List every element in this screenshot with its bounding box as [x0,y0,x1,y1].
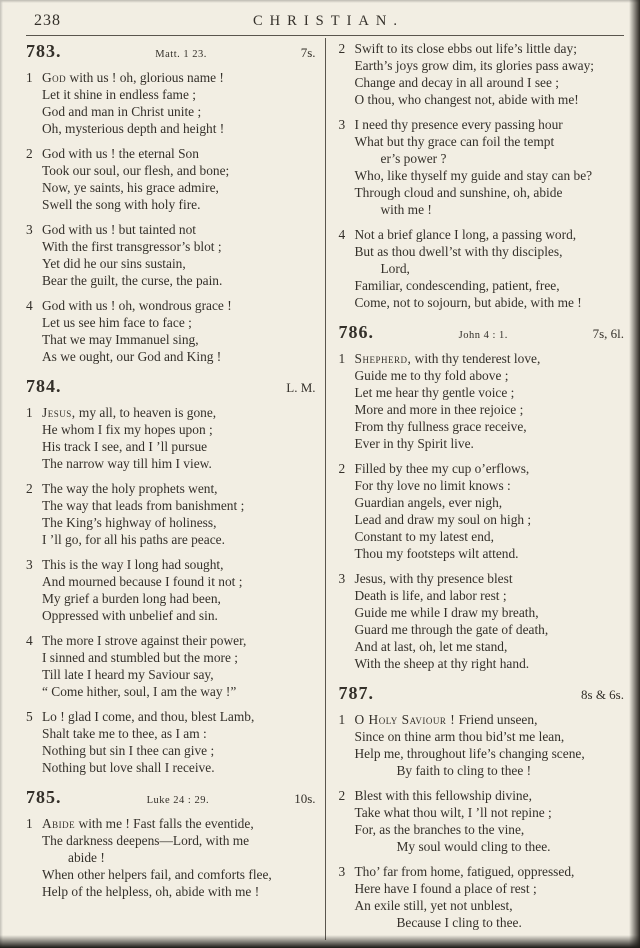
verse [339,570,625,672]
verse-line: I need thy presence every passing hour [354,117,563,132]
verse-line: Who, like thyself my guide and stay can be? [354,168,593,183]
verse-lines [355,40,625,108]
verse-line: Because I cling to thee. [396,915,522,930]
verse-line: Through cloud and sunshine, oh, abide [354,185,563,200]
verse-line: abide ! [68,850,105,865]
hymn-number: 787. [338,683,374,703]
verse-number: 1 [338,351,346,366]
verse-line: Not a brief glance I long, a passing word, [354,227,577,242]
verse-line: For thy love no limit knows : [354,478,511,493]
verse-line: Let me hear thy gentle voice ; [354,385,515,400]
verse [339,40,625,108]
verse-line: Swell the song with holy fire. [42,197,201,212]
verse-number: 2 [26,146,33,161]
verse-lines [355,350,625,452]
verse-line: And mourned because I found it not ; [42,574,243,589]
verse-number: 2 [338,788,346,803]
hymn [26,41,316,365]
verse [26,708,316,776]
right-column [326,38,625,940]
hymn-scripture-reference: Matt. 1 23. [155,49,207,60]
verse-lines [42,145,316,213]
hymn [339,38,625,311]
verse-line: Blest with this fellowship divine, [354,788,532,803]
verse-line: Guide me while I draw my breath, [354,605,539,620]
hymn-meter: 8s & 6s. [581,687,624,702]
hymn [26,787,316,900]
verse-line: Lead and draw my soul on high ; [354,512,532,527]
verse-line: Come, not to sojourn, but abide, with me ! [354,295,582,310]
verse-line: Familiar, condescending, patient, free, [354,278,560,293]
verse-number: 2 [338,461,346,476]
verse-line: Take what thou wilt, I ’ll not repine ; [354,805,552,820]
verse-line: But as thou dwell’st with thy disciples, [354,244,563,259]
hymn-meter: L. M. [286,380,316,395]
hymn-header [339,322,625,343]
verse-lines [355,711,625,779]
verse-line: Help me, throughout life’s changing scene, [354,746,585,761]
verse-lines [42,480,316,548]
verse-line: Help of the helpless, oh, abide with me ! [42,884,260,899]
smallcaps-lead: Abide [42,816,76,831]
verse-number: 1 [26,70,33,85]
verse [26,69,316,137]
verse-line: Nothing but sin I thee can give ; [42,743,215,758]
verse-lines [355,570,625,672]
verse-line: With the first transgressor’s blot ; [42,239,222,254]
verse [26,480,316,548]
verse-line: with me ! [380,202,432,217]
verse-line: Tho’ far from home, fatigued, oppressed, [354,864,575,879]
left-column [26,38,325,940]
verse-number: 2 [338,41,346,56]
verse-number: 3 [26,222,33,237]
verse-line: I ’ll go, for all his paths are peace. [42,532,225,547]
verse-line: Took our soul, our flesh, and bone; [42,163,230,178]
verse-line: And at last, oh, let me stand, [354,639,508,654]
verse-line: Let it shine in endless fame ; [42,87,196,102]
verse-line: Swift to its close ebbs out life’s little day; [354,41,577,56]
verse-line: Death is life, and labor rest ; [354,588,507,603]
verse-line: Oppressed with unbelief and sin. [42,608,218,623]
verse-line: Abide with me ! Fast falls the eventide, [42,816,254,831]
page-number: 238 [34,12,61,29]
hymn-header [26,41,316,62]
verse-line: More and more in thee rejoice ; [354,402,524,417]
verse-lines [42,404,316,472]
hymn-meter: 10s. [294,791,316,806]
verse-line: Since on thine arm thou bid’st me lean, [354,729,565,744]
verse-lines [42,815,316,900]
verse-number: 3 [26,557,33,572]
verse-line: He whom I fix my hopes upon ; [42,422,213,437]
hymn [339,322,625,672]
verse [339,116,625,218]
verse [26,145,316,213]
verse-line: An exile still, yet not unblest, [354,898,513,913]
verse-line: From thy fullness grace receive, [354,419,527,434]
verse-lines [42,221,316,289]
verse-line: God and man in Christ unite ; [42,104,202,119]
verse-lines [355,226,625,311]
verse-line: What but thy grace can foil the tempt [354,134,555,149]
verse-number: 5 [26,709,33,724]
verse-line: “ Come hither, soul, I am the way !” [42,684,237,699]
verse-number: 1 [26,405,33,420]
verse-number: 2 [26,481,33,496]
verse-line: God with us ! but tainted not [42,222,196,237]
hymn-number: 784. [26,376,62,396]
verse-line: His track I see, and I ’ll pursue [42,439,208,454]
verse-line: By faith to cling to thee ! [396,763,532,778]
hymn-header [26,376,316,397]
verse-line: Nothing but love shall I receive. [42,760,215,775]
verse-line: My grief a burden long had been, [42,591,221,606]
hymn-scripture-reference: John 4 : 1. [458,330,508,341]
page-title: CHRISTIAN. [253,13,404,29]
hymn-scripture-reference: Luke 24 : 29. [146,795,210,806]
hymn-header [339,683,625,704]
verse-line: O thou, who changest not, abide with me! [354,92,579,107]
verse [26,815,316,900]
verse-lines [42,632,316,700]
hymn-meter: 7s, 6l. [592,326,624,341]
verse-lines [42,69,316,137]
verse-lines [42,708,316,776]
verse [26,556,316,624]
hymn-header [26,787,316,808]
smallcaps-lead: Shepherd, [354,351,412,366]
verse [339,460,625,562]
verse-lines [355,460,625,562]
verse-line: Lord, [380,261,410,276]
verse-lines [355,787,625,855]
verse-line: God with us ! oh, wondrous grace ! [42,298,232,313]
verse-lines [355,116,625,218]
verse-line: Here have I found a place of rest ; [354,881,537,896]
verse-line: My soul would cling to thee. [396,839,551,854]
verse-line: O Holy Saviour ! Friend unseen, [354,712,538,727]
hymn-columns [26,38,624,940]
verse-number: 3 [338,571,346,586]
verse-line: Thou my footsteps wilt attend. [354,546,519,561]
verse-line: Guard me through the gate of death, [354,622,549,637]
verse-number: 1 [26,816,33,831]
verse-line: Filled by thee my cup o’erflows, [354,461,530,476]
hymn-number: 785. [26,787,62,807]
verse-line: Ever in thy Spirit live. [354,436,474,451]
verse-number: 1 [338,712,346,727]
verse-line: As we ought, our God and King ! [42,349,222,364]
smallcaps-lead: O Holy Saviour ! [354,712,456,727]
smallcaps-lead: Jesus, [42,405,76,420]
verse-line: Guardian angels, ever nigh, [354,495,503,510]
running-head [26,9,624,36]
hymn-meter: 7s. [300,45,316,60]
verse [26,404,316,472]
verse [339,711,625,779]
verse-line: With the sheep at thy right hand. [354,656,530,671]
verse [339,350,625,452]
verse-lines [42,297,316,365]
verse-line: Earth’s joys grow dim, its glories pass away; [354,58,595,73]
verse-line: Lo ! glad I come, and thou, blest Lamb, [42,709,255,724]
verse-line: That we may Immanuel sing, [42,332,199,347]
verse [26,632,316,700]
verse-line: Oh, mysterious depth and height ! [42,121,225,136]
verse-line: Bear the guilt, the curse, the pain. [42,273,223,288]
verse-line: This is the way I long had sought, [42,557,224,572]
verse-line: The way the holy prophets went, [42,481,218,496]
verse-line: The more I strove against their power, [42,633,247,648]
verse-line: Let us see him face to face ; [42,315,192,330]
verse-line: Guide me to thy fold above ; [354,368,509,383]
verse-line: Jesus, with thy presence blest [354,571,513,586]
verse-number: 4 [26,633,33,648]
verse-line: I sinned and stumbled but the more ; [42,650,238,665]
verse-line: For, as the branches to the vine, [354,822,525,837]
verse-lines [355,863,625,931]
verse-line: Now, ye saints, his grace admire, [42,180,219,195]
verse-line: The King’s highway of holiness, [42,515,217,530]
hymn [339,683,625,931]
verse-line: When other helpers fail, and comforts flee, [42,867,272,882]
verse-line: Constant to my latest end, [354,529,494,544]
verse-number: 3 [338,864,346,879]
verse-line: God with us ! oh, glorious name ! [42,70,224,85]
smallcaps-lead: God [42,70,67,85]
verse-line: Change and decay in all around I see ; [354,75,560,90]
verse-lines [42,556,316,624]
verse-line: Shalt take me to thee, as I am : [42,726,207,741]
hymn-number: 786. [338,322,374,342]
verse-number: 4 [26,298,33,313]
verse [339,787,625,855]
verse-number: 3 [338,117,346,132]
verse [26,297,316,365]
verse-line: Shepherd, with thy tenderest love, [354,351,541,366]
hymn [26,376,316,776]
verse-number: 4 [338,227,346,242]
verse-line: The darkness deepens—Lord, with me [42,833,250,848]
verse [339,863,625,931]
verse-line: God with us ! the eternal Son [42,146,199,161]
verse-line: Yet did he our sins sustain, [42,256,186,271]
verse [339,226,625,311]
verse-line: er’s power ? [380,151,447,166]
hymn-number: 783. [26,41,62,61]
verse-line: Jesus, my all, to heaven is gone, [42,405,217,420]
verse-line: The narrow way till him I view. [42,456,212,471]
verse-line: Till late I heard my Saviour say, [42,667,214,682]
verse [26,221,316,289]
verse-line: The way that leads from banishment ; [42,498,245,513]
